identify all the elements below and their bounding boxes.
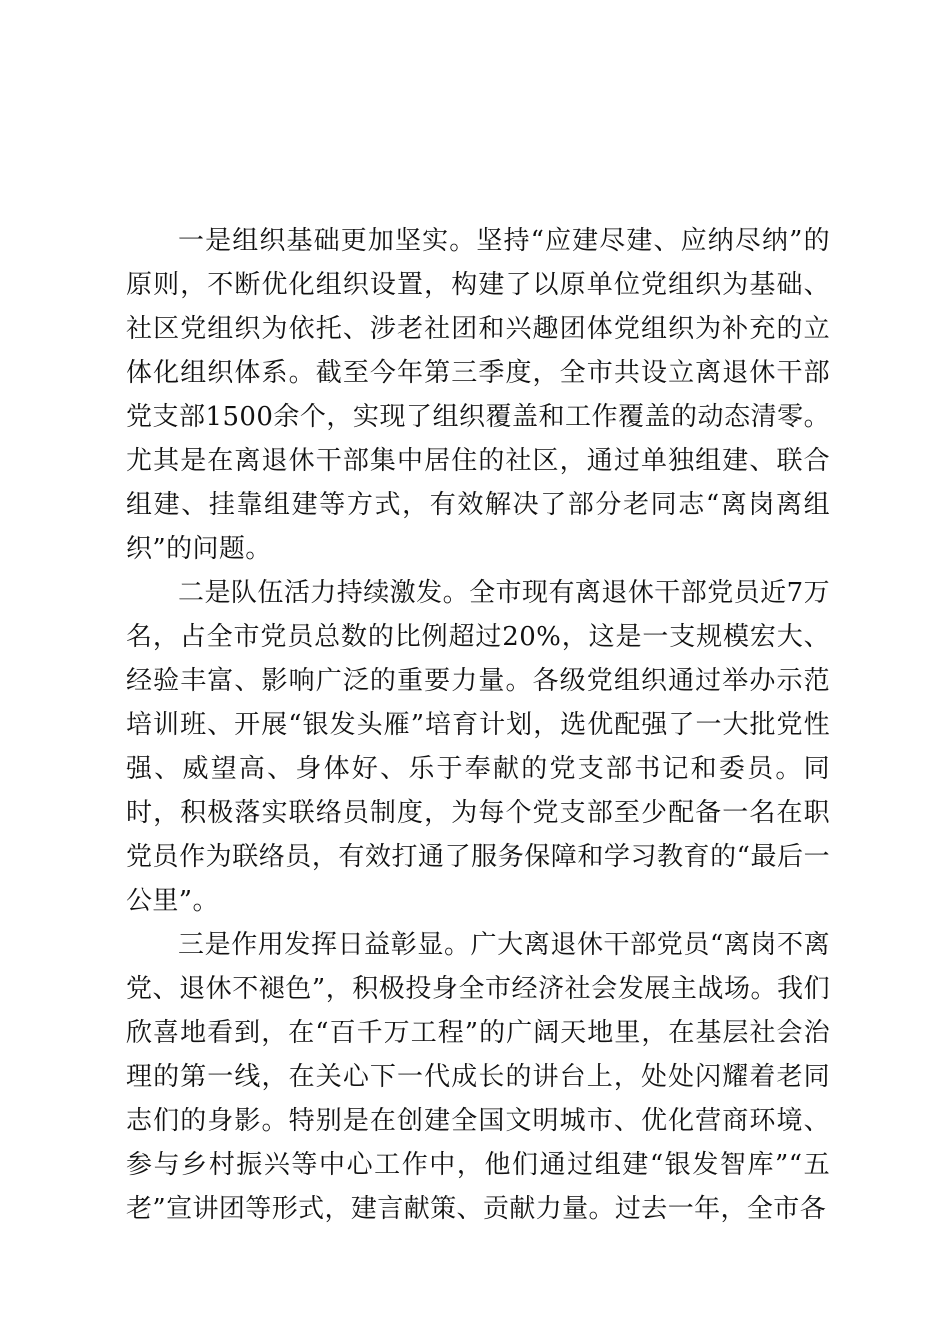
paragraph-organization-foundation: 一是组织基础更加坚实。坚持“应建尽建、应纳尽纳”的原则，不断优化组织设置，构建了以原单位党组织为基础、社区党组织为依托、涉老社团和兴趣团体党组织为补充的立体化组织体系。截至今年第三季度，全市共设立离退休干部党支部1500余个，实现了组织覆盖和工作覆盖的动态清零。尤其是在离退休干部集中居住的社区，通过单独组建、联合组建、挂靠组建等方式，有效解决了部分老同志“离岗离组织”的问题。 bbox=[126, 226, 830, 564]
document-body bbox=[126, 219, 830, 1231]
paragraph-role-performance: 三是作用发挥日益彰显。广大离退休干部党员“离岗不离党、退休不褪色”，积极投身全市经济社会发展主战场。我们欣喜地看到，在“百千万工程”的广阔天地里，在基层社会治理的第一线，在关心下一代成长的讲台上，处处闪耀着老同志们的身影。特别是在创建全国文明城市、优化营商环境、参与乡村振兴等中心工作中，他们通过组建“银发智库”“五老”宣讲团等形式，建言献策、贡献力量。过去一年，全市各 bbox=[126, 930, 830, 1224]
paragraph-team-vitality: 二是队伍活力持续激发。全市现有离退休干部党员近7万名，占全市党员总数的比例超过20%，这是一支规模宏大、经验丰富、影响广泛的重要力量。各级党组织通过举办示范培训班、开展“银发头雁”培育计划，选优配强了一大批党性强、威望高、身体好、乐于奉献的党支部书记和委员。同时，积极落实联络员制度，为每个党支部至少配备一名在职党员作为联络员，有效打通了服务保障和学习教育的“最后一公里”。 bbox=[126, 578, 830, 916]
